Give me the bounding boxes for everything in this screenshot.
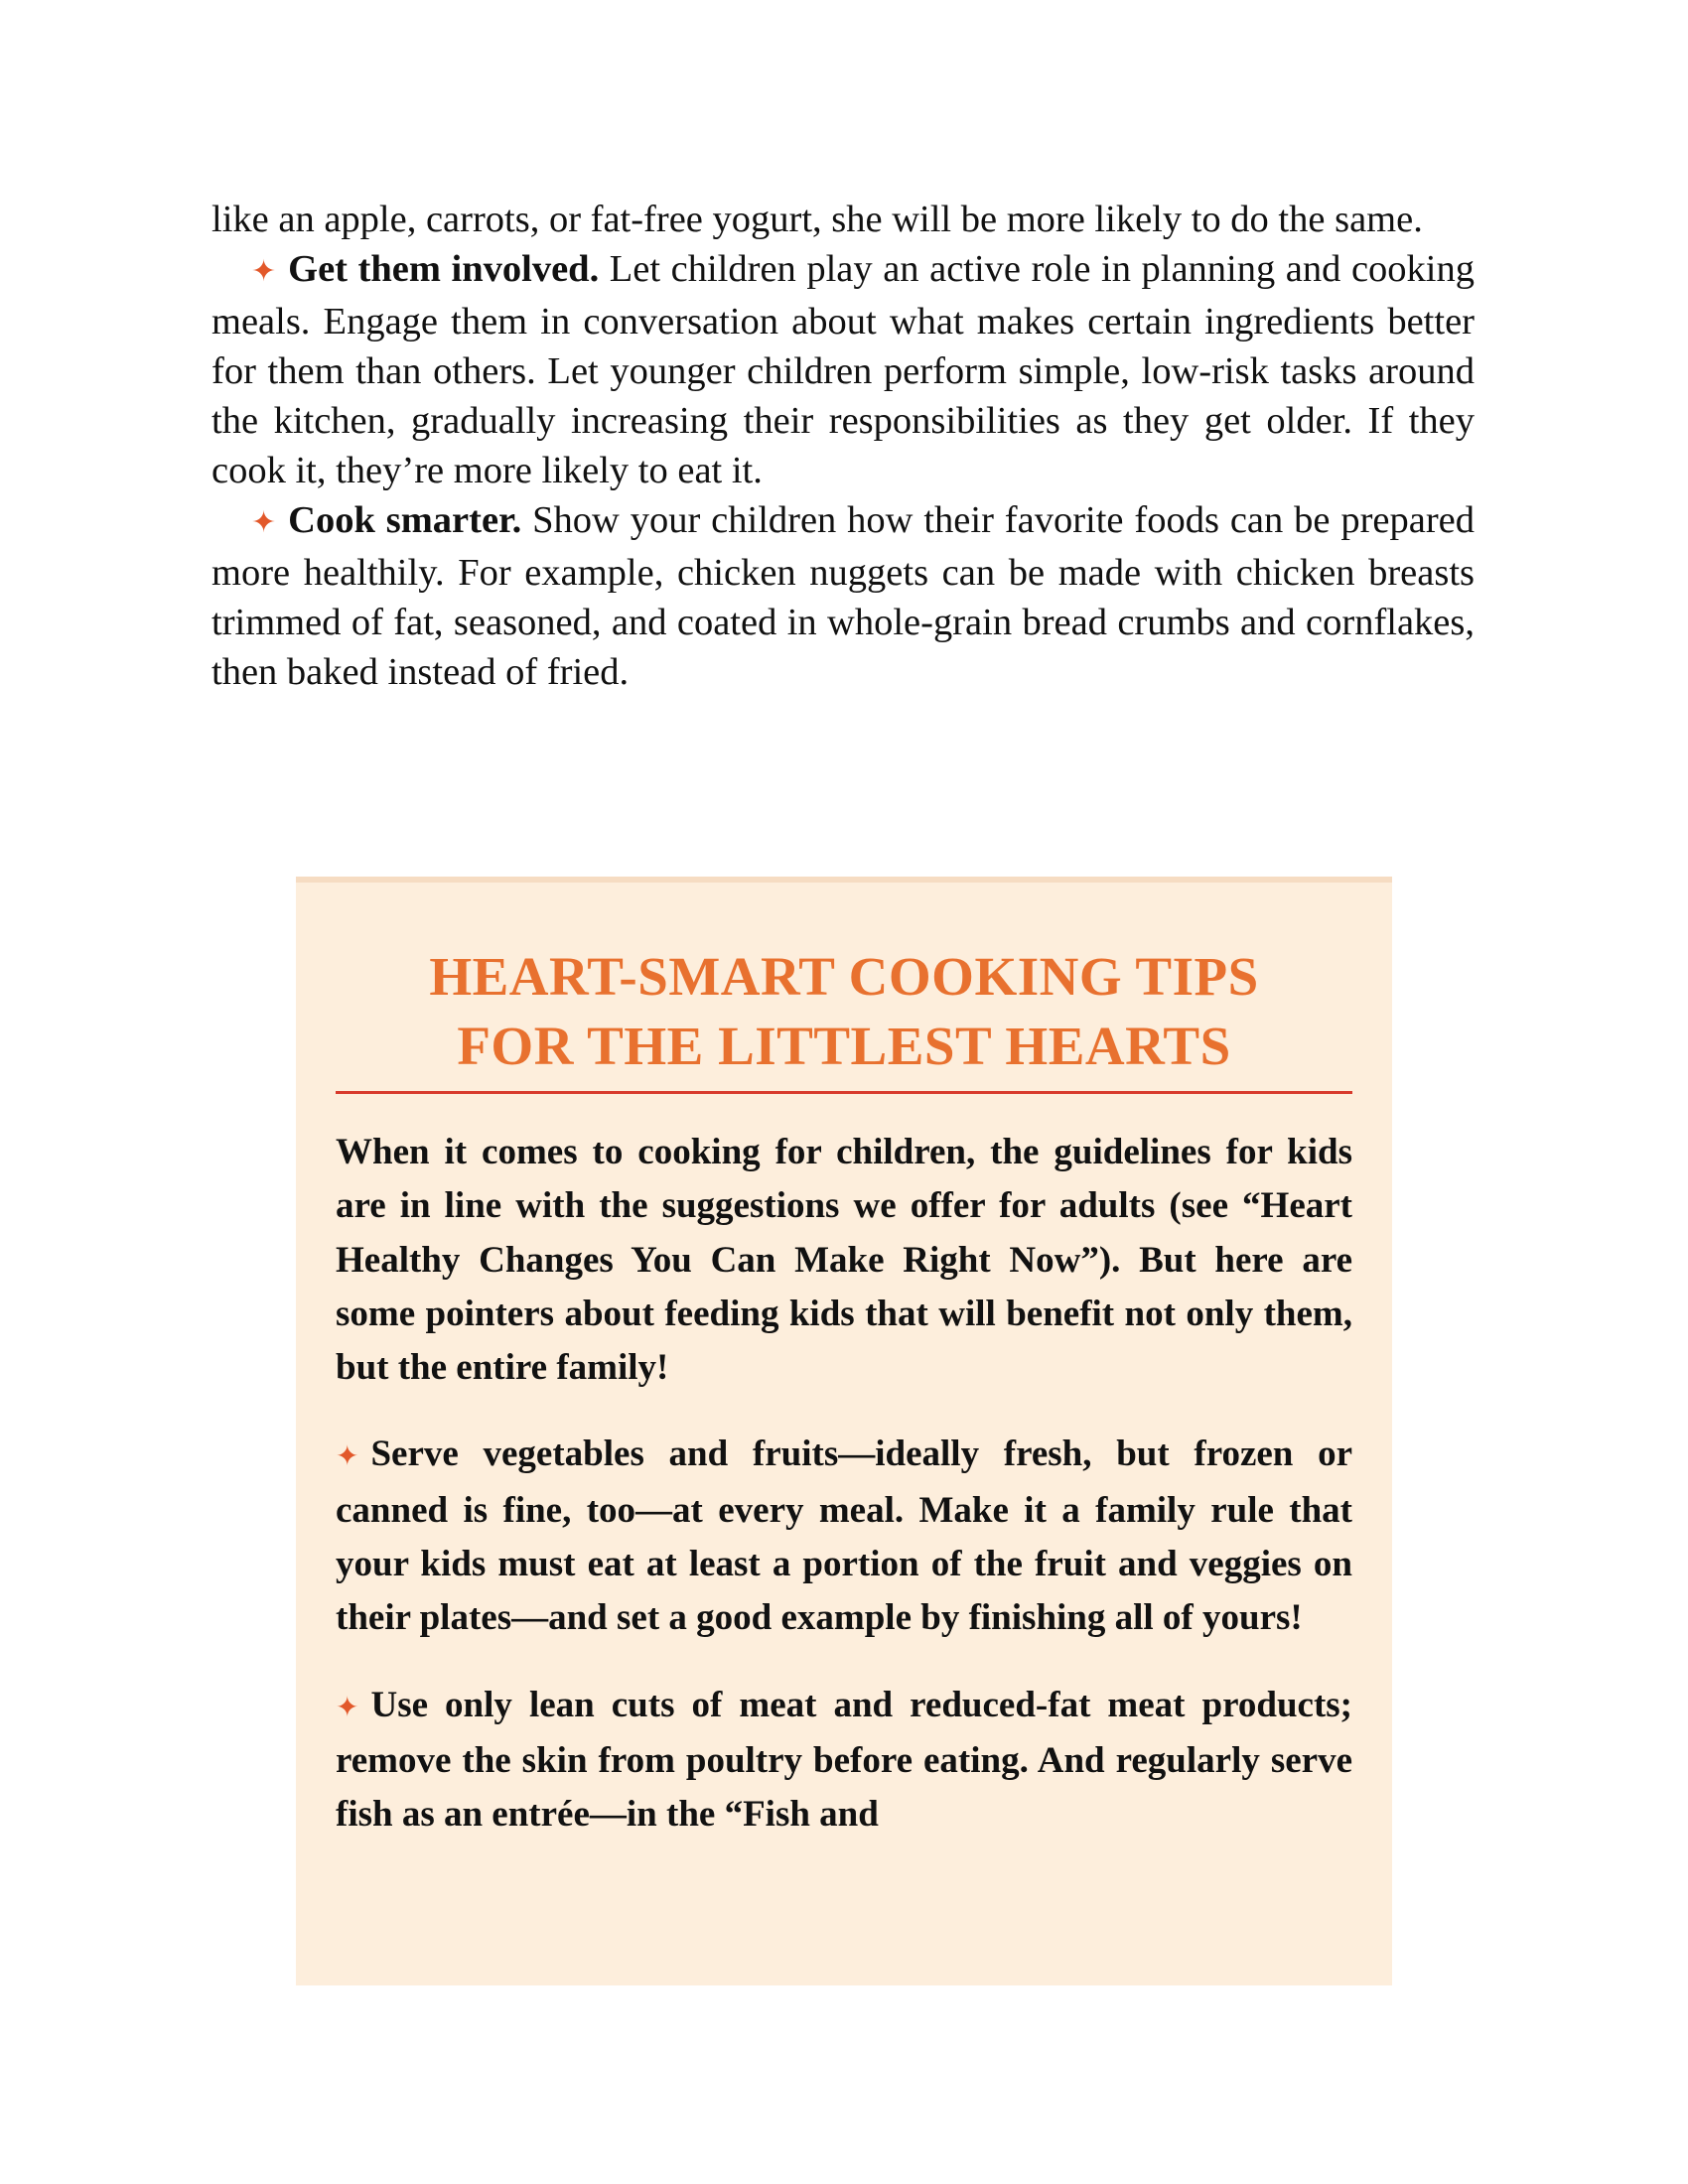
sidebar-bullet-item — [336, 1679, 1352, 1843]
star-bullet-icon: ✦ — [336, 1439, 359, 1473]
sidebar-divider — [336, 1091, 1352, 1094]
star-bullet-icon: ✦ — [251, 505, 277, 540]
tip-get-them-involved — [211, 244, 1475, 495]
sidebar-intro: When it comes to cooking for children, the guidelines for kids are in line with the suggestions we offer for adults (see “Heart Healthy Changes You Can Make Right Now”). But here are some pointers about feeding kids that will benefit not only them, but the entire family! — [336, 1132, 1352, 1389]
sidebar-bullet-text: Serve vegetables and fruits—ideally fresh, but frozen or canned is fine, too—at every meal. Make it a family rule that your kids must eat at least a portion of the fruit and veggies on their plates—and set a good example by finishing all of yours! — [336, 1433, 1352, 1639]
sidebar-bullet-item — [336, 1428, 1352, 1645]
tip-text: Show your children how their favorite foods can be prepared more healthily. For example, chicken nuggets can be made with chicken breasts trimmed of fat, seasoned, and coated in whole-grain bread crumbs and cornflakes, then baked instead of fried. — [211, 499, 1476, 693]
tip-heading: Get them involved. — [288, 248, 600, 290]
tip-cook-smarter — [211, 495, 1475, 697]
sidebar-box — [296, 877, 1392, 1985]
sidebar-bullet-text: Use only lean cuts of meat and reduced-fat meat products; remove the skin from poultry before eating. And regularly serve fish as an entrée—in the “Fish and — [336, 1684, 1352, 1836]
star-bullet-icon: ✦ — [336, 1690, 359, 1723]
main-text — [211, 195, 1475, 697]
sidebar-title-line2: FOR THE LITTLEST HEARTS — [457, 1016, 1231, 1076]
sidebar-title — [336, 942, 1352, 1081]
sidebar-body — [336, 1126, 1352, 1875]
star-bullet-icon: ✦ — [251, 254, 277, 289]
sidebar-title-line1: HEART-SMART COOKING TIPS — [429, 946, 1259, 1007]
tip-heading: Cook smarter. — [288, 499, 522, 541]
intro-continuation-paragraph: like an apple, carrots, or fat-free yogurt, she will be more likely to do the same. — [211, 199, 1423, 240]
tip-text: Let children play an active role in planning and cooking meals. Engage them in conversation about what makes certain ingredients better for them than others. Let younger children perform simple, low-risk tasks around the kitchen, gradually increasing their responsibilities as they get older. If they cook it, they’re more likely to eat it. — [211, 248, 1475, 491]
